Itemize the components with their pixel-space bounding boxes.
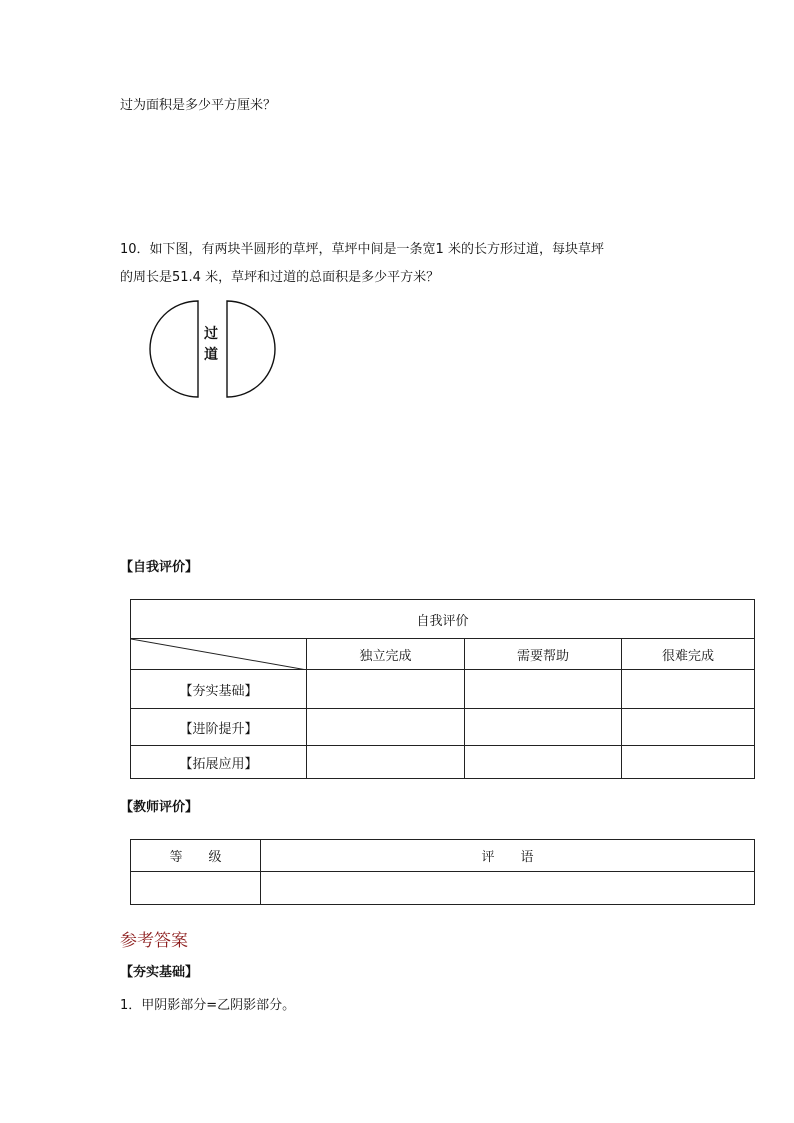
- question-10-line-2: 的周长是51.4 米，草坪和过道的总面积是多少平方米？: [120, 270, 440, 285]
- question-10-line-1: 10．如下图，有两块半圆形的草坪，草坪中间是一条宽1 米的长方形过道，每块草坪: [120, 242, 604, 257]
- column-header-need-help: 需要帮助: [465, 639, 622, 670]
- comment-cell[interactable]: [261, 872, 755, 905]
- row-header-foundation: 【夯实基础】: [131, 670, 307, 709]
- diagonal-line: [131, 639, 307, 670]
- self-eval-heading: 【自我评价】: [120, 560, 199, 575]
- grade-cell[interactable]: [131, 872, 261, 905]
- previous-question-tail: 过为面积是多少平方厘米？: [120, 98, 277, 113]
- table-cell[interactable]: [465, 709, 622, 746]
- answers-heading: 参考答案: [120, 931, 188, 951]
- table-cell[interactable]: [307, 746, 465, 779]
- answer-item-1: 1．甲阴影部分=乙阴影部分。: [120, 998, 296, 1013]
- path-label-top: 过: [204, 326, 218, 342]
- diagonal-header-cell: [131, 639, 307, 670]
- right-semicircle: [227, 301, 275, 397]
- table-cell[interactable]: [465, 746, 622, 779]
- column-header-independent: 独立完成: [307, 639, 465, 670]
- table-cell[interactable]: [465, 670, 622, 709]
- table-cell[interactable]: [307, 670, 465, 709]
- table-cell[interactable]: [622, 746, 755, 779]
- table-cell[interactable]: [307, 709, 465, 746]
- table-cell[interactable]: [622, 709, 755, 746]
- self-eval-table: [130, 599, 755, 779]
- column-header-difficult: 很难完成: [622, 639, 755, 670]
- self-eval-table-title: 自我评价: [131, 600, 755, 639]
- row-header-advanced: 【进阶提升】: [131, 709, 307, 746]
- left-semicircle: [150, 301, 198, 397]
- path-label-bottom: 道: [204, 347, 218, 363]
- grade-column-header: 等 级: [131, 840, 261, 872]
- teacher-eval-table: [130, 839, 755, 905]
- comment-column-header: 评 语: [261, 840, 755, 872]
- row-header-extension: 【拓展应用】: [131, 746, 307, 779]
- table-cell[interactable]: [622, 670, 755, 709]
- teacher-eval-heading: 【教师评价】: [120, 800, 199, 815]
- answers-section-heading: 【夯实基础】: [120, 965, 199, 980]
